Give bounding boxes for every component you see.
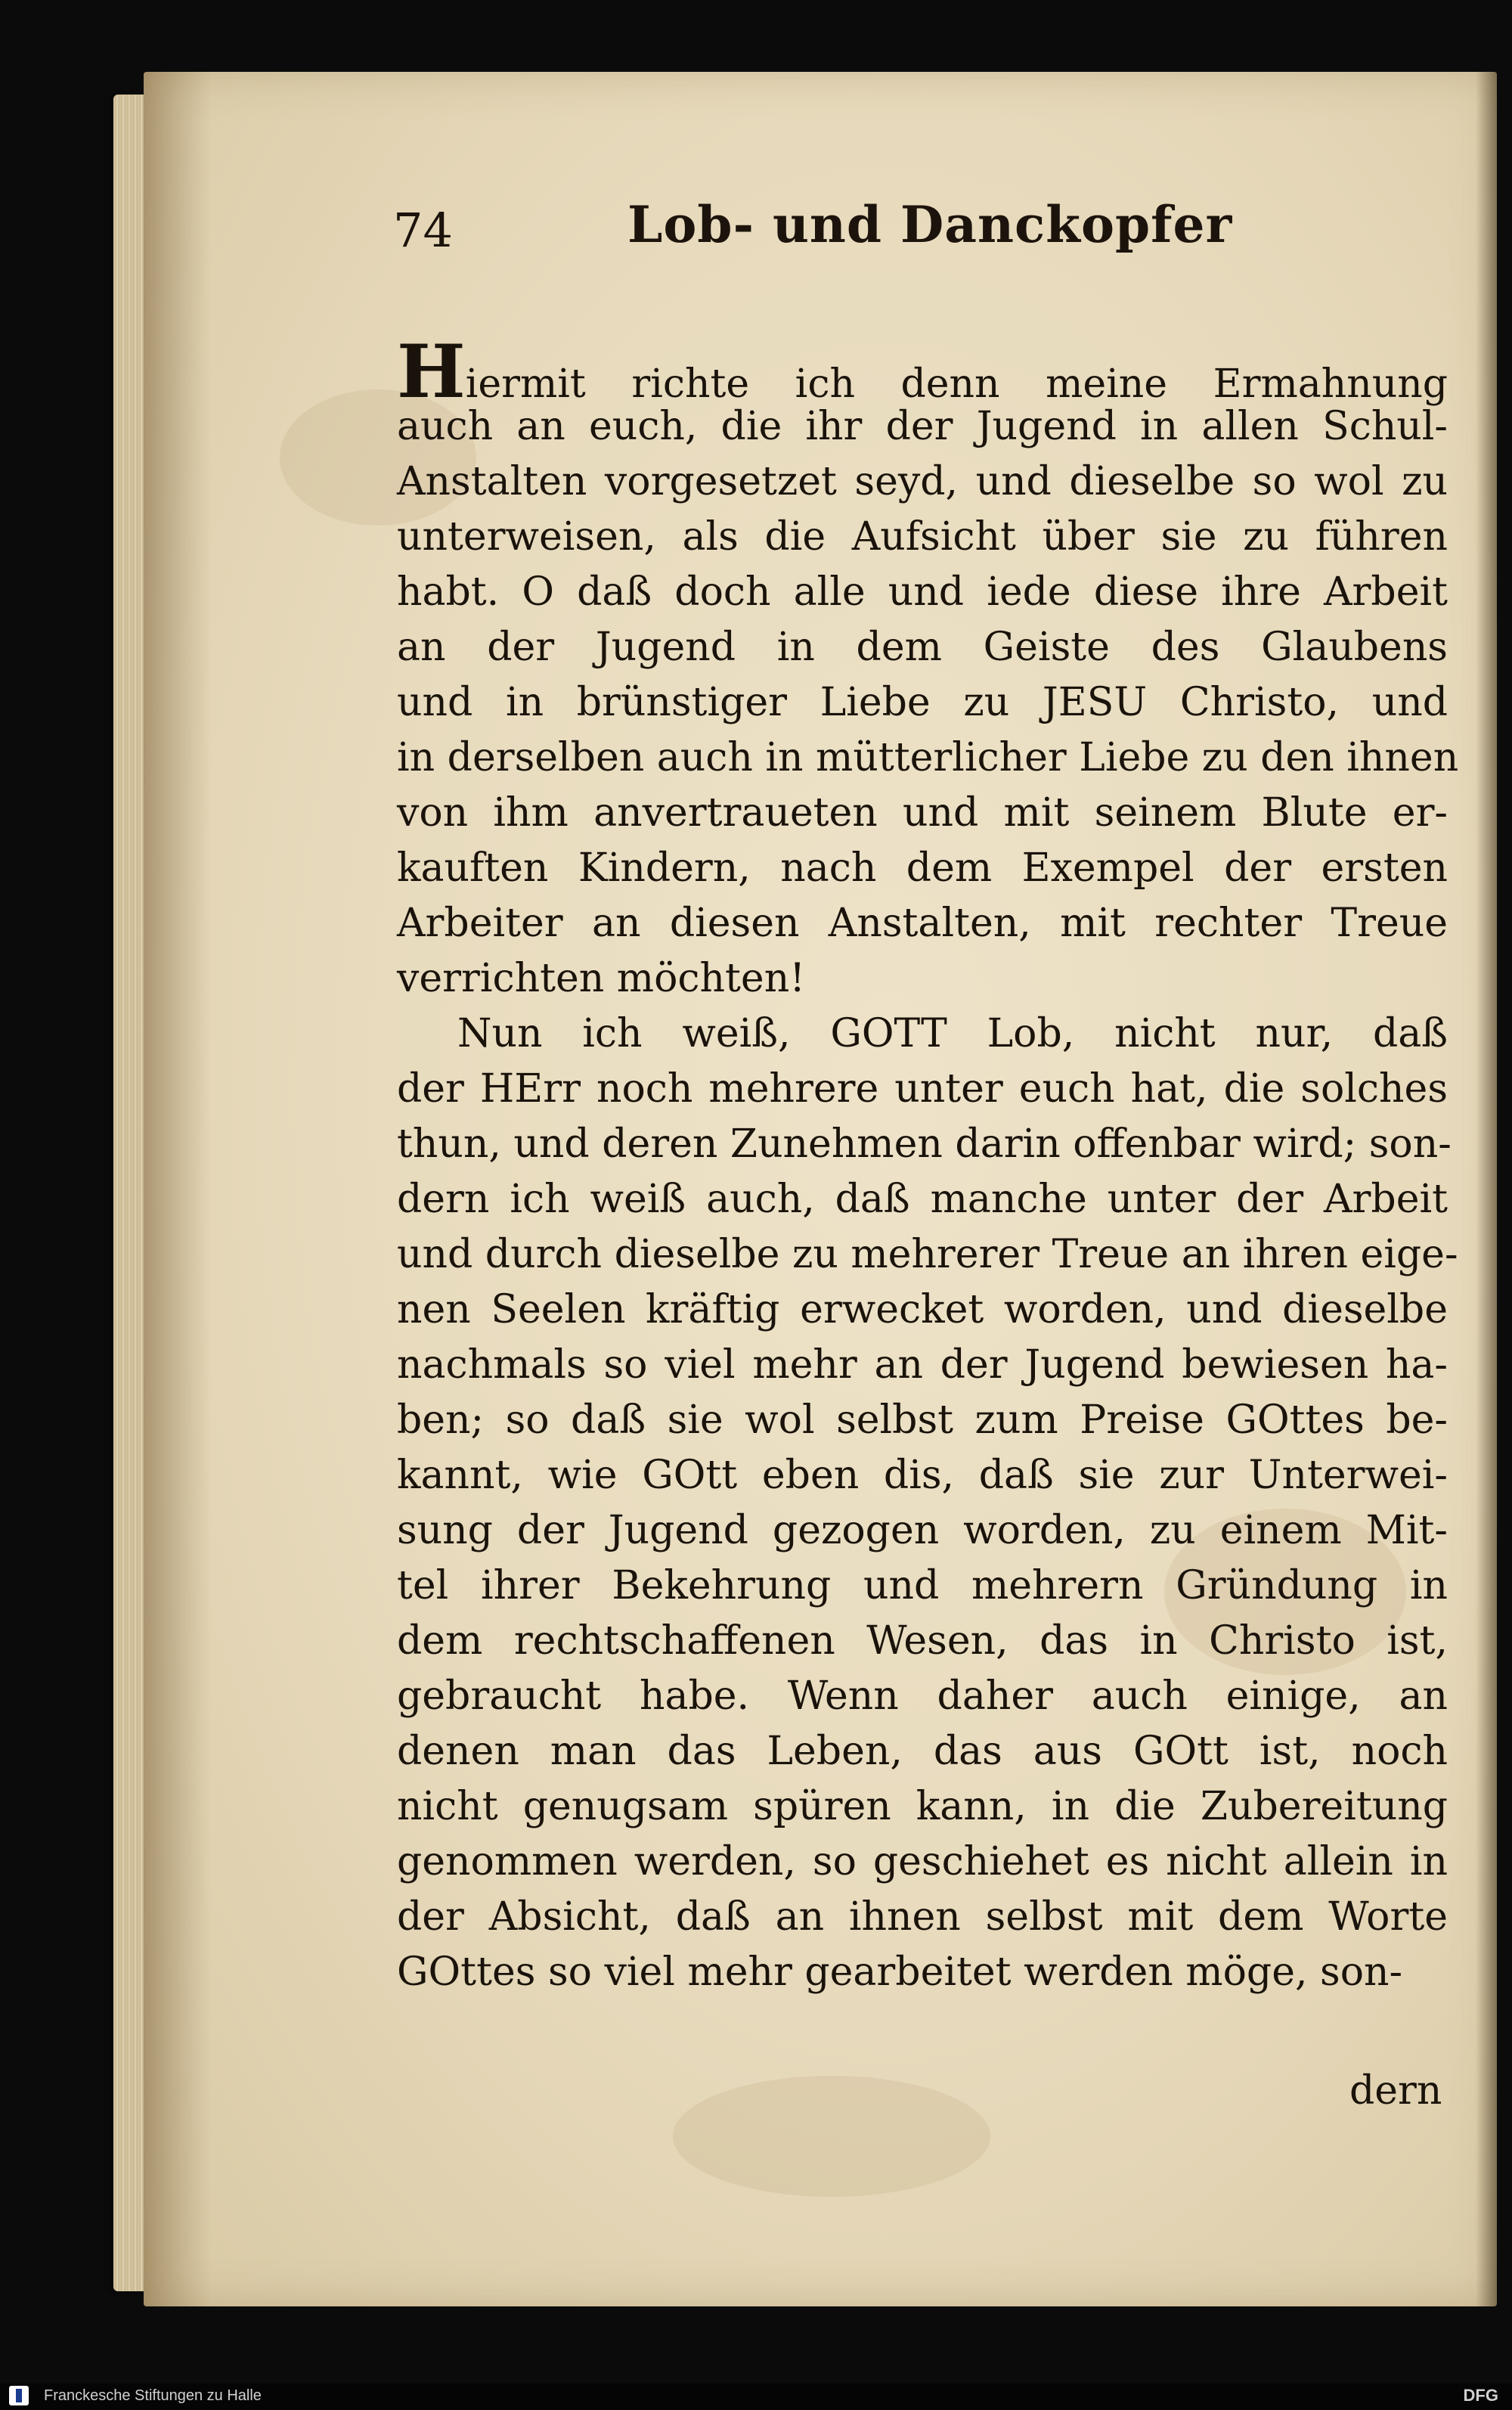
running-head: Lob- und Danckopfer: [627, 195, 1233, 254]
text-line: ben; so daß sie wol selbst zum Preise GOttes be-: [397, 1397, 1448, 1443]
text-line: der HErr noch mehrere unter euch hat, die solches: [397, 1066, 1448, 1112]
text-line: Arbeiter an diesen Anstalten, mit rechter Treue: [397, 901, 1448, 946]
text-line: genommen werden, so geschiehet es nicht allein in: [397, 1839, 1448, 1884]
footer-institution: Franckesche Stiftungen zu Halle: [44, 2387, 262, 2404]
text-line: nachmals so viel mehr an der Jugend bewiesen ha-: [397, 1342, 1448, 1388]
page-gutter-shadow: [144, 72, 212, 2306]
paper-stain: [673, 2076, 990, 2197]
text-line: denen man das Leben, das aus GOtt ist, noch: [397, 1729, 1448, 1774]
text-line: dern ich weiß auch, daß manche unter der Arbeit: [397, 1177, 1448, 1222]
text-line: gebraucht habe. Wenn daher auch einige, an: [397, 1673, 1448, 1719]
text-line: nicht genugsam spüren kann, in die Zubereitung: [397, 1784, 1448, 1829]
text-line: Nun ich weiß, GOTT Lob, nicht nur, daß: [457, 1011, 1448, 1056]
text-line: in derselben auch in mütterlicher Liebe zu den ihnen: [397, 735, 1459, 780]
text-line: sung der Jugend gezogen worden, zu einem Mit-: [397, 1508, 1448, 1553]
text-line: der Absicht, daß an ihnen selbst mit dem Worte: [397, 1894, 1448, 1940]
text-line: dem rechtschaffenen Wesen, das in Christo ist,: [397, 1618, 1448, 1664]
text-line: unterweisen, als die Aufsicht über sie zu führen: [397, 514, 1448, 560]
text-line: GOttes so viel mehr gearbeitet werden möge, son-: [397, 1949, 1403, 1995]
page-number: 74: [393, 203, 453, 258]
drop-cap: H: [397, 329, 466, 414]
text-line: habt. O daß doch alle und iede diese ihre Arbeit: [397, 569, 1448, 615]
page-edge-shadow: [1476, 72, 1497, 2306]
text-line: kannt, wie GOtt eben dis, daß sie zur Unterwei-: [397, 1453, 1448, 1498]
text-line: Hiermit richte ich denn meine Ermahnung: [397, 329, 1448, 414]
text-line: von ihm anvertraueten und mit seinem Blute er-: [397, 790, 1448, 836]
text-line: und in brünstiger Liebe zu JESU Christo, und: [397, 680, 1448, 725]
text-line: verrichten möchten!: [397, 956, 806, 1001]
body-text: [397, 329, 1459, 2000]
text-line: und durch dieselbe zu mehrerer Treue an ihren eige-: [397, 1232, 1458, 1277]
text-line: an der Jugend in dem Geiste des Glaubens: [397, 625, 1448, 670]
catchword: dern: [1349, 2068, 1442, 2114]
institution-logo-icon: [9, 2386, 29, 2405]
text-line: Anstalten vorgesetzet seyd, und dieselbe so wol zu: [397, 459, 1448, 504]
text-line: thun, und deren Zunehmen darin offenbar wird; son-: [397, 1121, 1452, 1167]
text-line: nen Seelen kräftig erwecket worden, und dieselbe: [397, 1287, 1448, 1332]
text-line: tel ihrer Bekehrung und mehrern Gründung in: [397, 1563, 1448, 1608]
text-line: auch an euch, die ihr der Jugend in allen Schul-: [397, 404, 1448, 449]
text-line: kauften Kindern, nach dem Exempel der ersten: [397, 845, 1448, 891]
dfg-badge: DFG: [1463, 2386, 1498, 2405]
